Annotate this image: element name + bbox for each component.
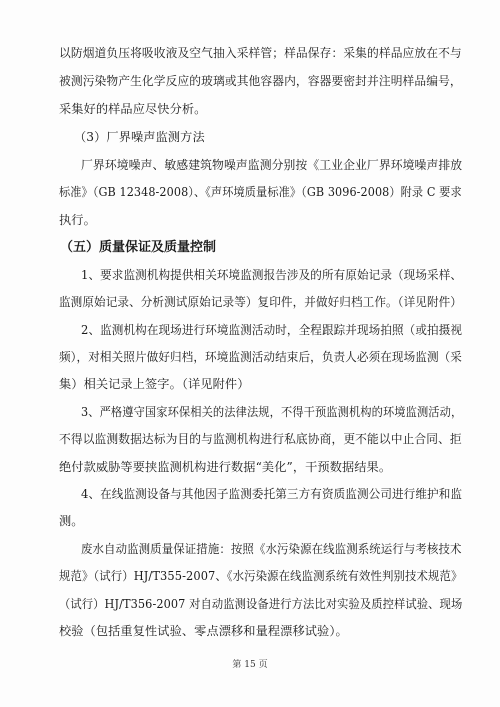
list-item-line: 频），对相关照片做好归档，环境监测活动结束后，负责人必须在现场监测（采 xyxy=(59,350,462,364)
body-text-line: 以防烟道负压将吸收液及空气抽入采样管；样品保存：采集的样品应放在不与 xyxy=(59,46,462,60)
list-item-line: 4、在线监测设备与其他因子监测委托第三方有资质监测公司进行维护和监 xyxy=(81,487,463,501)
list-item-line: 绝付款威胁等要挟监测机构进行数据“美化”，干预数据结果。 xyxy=(59,460,392,474)
list-item-line: 监测原始记录、分析测试原始记录等）复印件，并做好归档工作。（详见附件） xyxy=(59,295,462,309)
list-item-line: 3、严格遵守国家环保相关的法律法规，不得干预监测机构的环境监测活动， xyxy=(81,405,463,419)
body-text-line: 厂界环境噪声、敏感建筑物噪声监测分别按《工业企业厂界环境噪声排放 xyxy=(81,158,463,172)
body-text-line: 规范》（试行）HJ/T355-2007、《水污染源在线监测系统有效性判别技术规范》 xyxy=(59,569,463,583)
body-text-line: （试行）HJ/T356-2007 对自动监测设备进行方法比对实验及质控样试验、现场 xyxy=(59,597,463,611)
list-item-line: 测。 xyxy=(59,514,84,528)
body-text-line: 标准》（GB 12348-2008）、《声环境质量标准》（GB 3096-2008）附录 C 要求 xyxy=(59,185,462,199)
body-text-line: 校验（包括重复性试验、零点漂移和量程漂移试验）。 xyxy=(59,624,348,638)
list-item-line: 不得以监测数据达标为目的与监测机构进行私底协商，更不能以中止合同、拒 xyxy=(59,432,462,446)
list-item-line: 集）相关记录上签字。（详见附件） xyxy=(59,377,250,391)
body-text-line: 废水自动监测质量保证措施：按照《水污染源在线监测系统运行与考核技术 xyxy=(81,542,462,556)
list-item-line: 1、要求监测机构提供相关环境监测报告涉及的所有原始记录（现场采样、 xyxy=(81,268,463,282)
page-number: 第 15 页 xyxy=(232,660,268,670)
section-heading: （五）质量保证及质量控制 xyxy=(60,240,217,255)
list-item-line: 2、监测机构在现场进行环境监测活动时，全程跟踪并现场拍照（或拍摄视 xyxy=(81,323,463,337)
body-text-line: 执行。 xyxy=(59,213,96,227)
body-text-line: 采集好的样品应尽快分析。 xyxy=(59,102,207,116)
body-text-line: 被测污染物产生化学反应的玻璃或其他容器内，容器要密封并注明样品编号， xyxy=(59,74,462,88)
subsection-heading: （3）厂界噪声监测方法 xyxy=(74,130,205,144)
